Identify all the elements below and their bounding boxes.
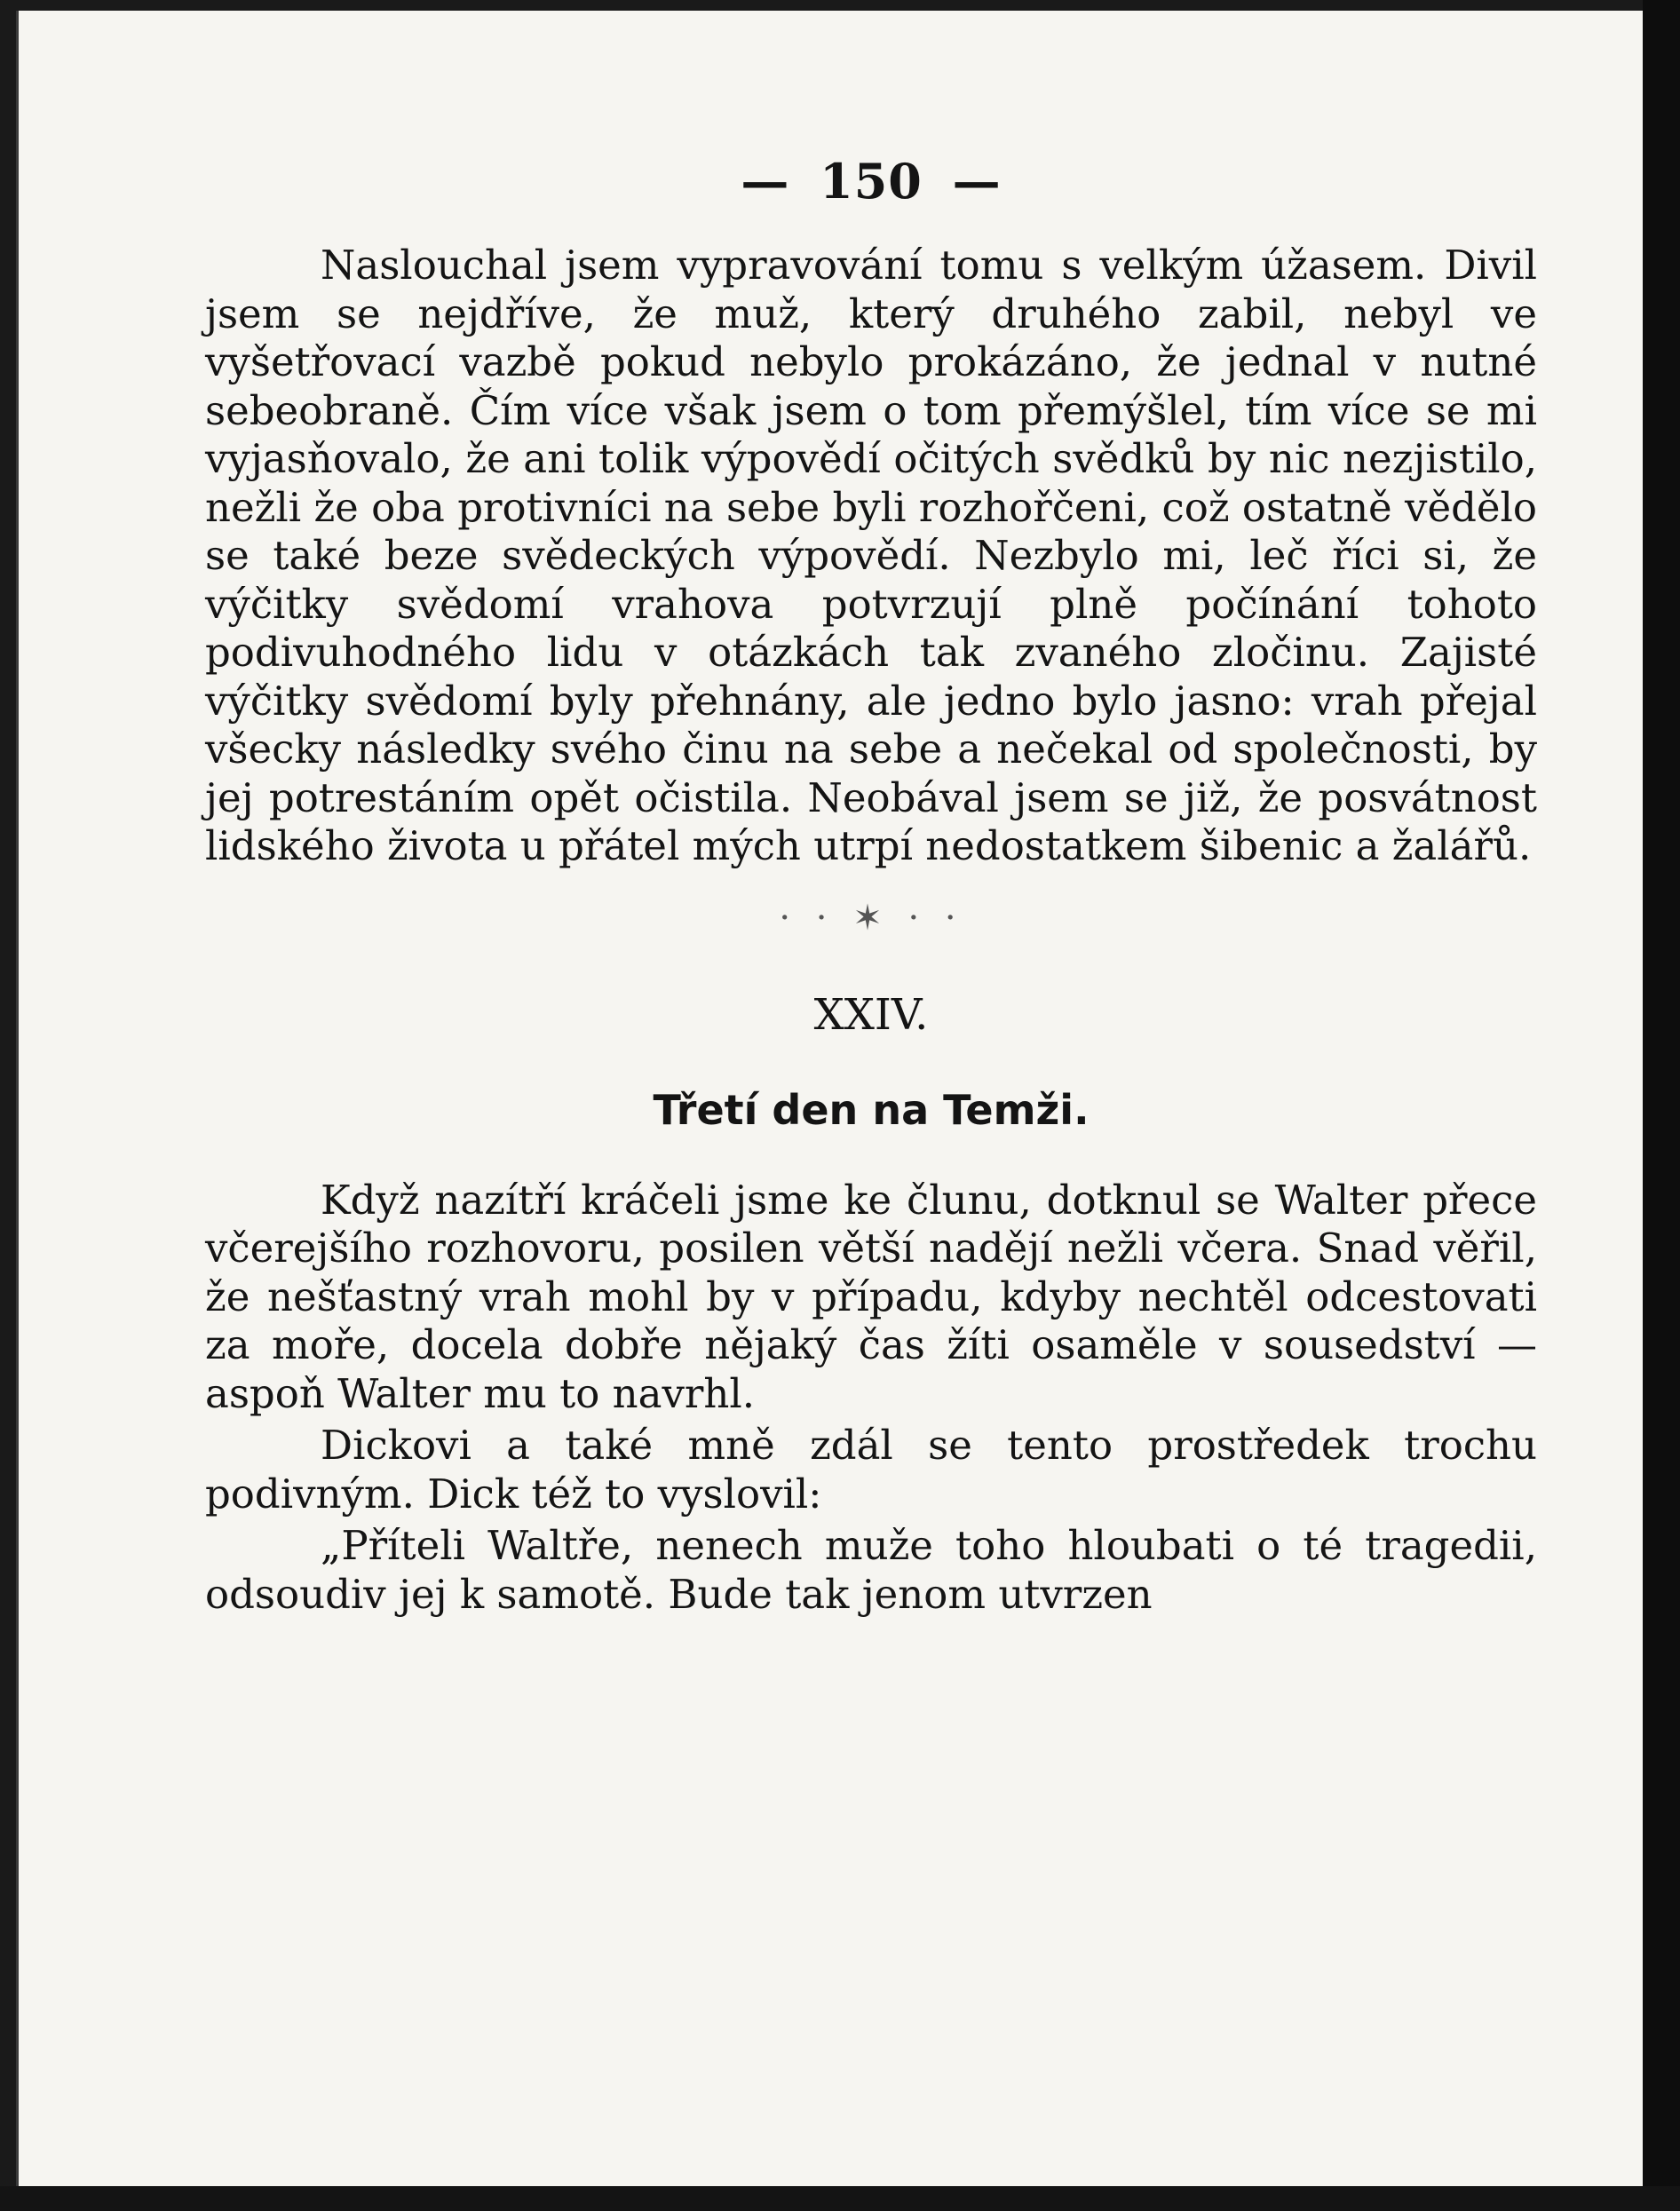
intro-paragraph: Naslouchal jsem vypravování tomu s velkým úžasem. Divil jsem se nejdříve, že muž, který druhého zabil, nebyl ve vyšetřovací vazbě pokud nebylo prokázáno, že jednal v nutné sebeobraně. Čím více však jsem o tom přemýšlel, tím více se mi vyjasňovalo, že ani tolik výpovědí očitých svědků by nic nezjistilo, nežli že oba protivníci na sebe byli rozhořčeni, což ostatně vědělo se také beze svědeckých výpovědí. Nezbylo mi, leč říci si, že výčitky svědomí vrahova potvrzují plně počínání tohoto podivuhodného lidu v otázkách tak zvaného zločinu. Zajisté výčitky svědomí byly přehnány, ale jedno bylo jasno: vrah přejal všecky následky svého činu na sebe a nečekal od společnosti, by jej potrestáním opět očistila. Neobával jsem se již, že posvátnost lidského života u přátel mých utrpí nedostatkem šibenic a žalářů. [205,242,1537,869]
chapter-paragraph-3: „Příteli Waltře, nenech muže toho hloubati o té tragedii, odsoudiv jej k samotě. Bude tak jenom utvrzen [205,1522,1537,1618]
page-number-header [205,153,1537,210]
scan-right-edge [1643,0,1680,2211]
chapter-number: XXIV. [813,989,929,1040]
chapter-paragraph-2: Dickovi a také mně zdál se tento prostředek trochu podivným. Dick též to vyslovil: [205,1422,1537,1518]
section-ornament: · · ✶ · · [779,897,963,939]
chapter-paragraph-1: Když nazítří kráčeli jsme ke člunu, dotknul se Walter přece včerejšího rozhovoru, posilen větší nadějí nežli včera. Snad věřil, že nešťastný vrah mohl by v případu, kdyby nechtěl odcestovati za moře, docela dobře nějaký čas žíti osaměle v sousedství — aspoň Walter mu to navrhl. [205,1176,1537,1417]
page-content [205,144,1537,1619]
scan-bottom-edge [0,2186,1680,2211]
page-number: 150 [820,153,923,210]
book-page [16,11,1645,2186]
page-number-dash-left: — [741,153,790,210]
chapter-title: Třetí den na Temži. [653,1085,1090,1134]
page-number-dash-right: — [952,153,1002,210]
